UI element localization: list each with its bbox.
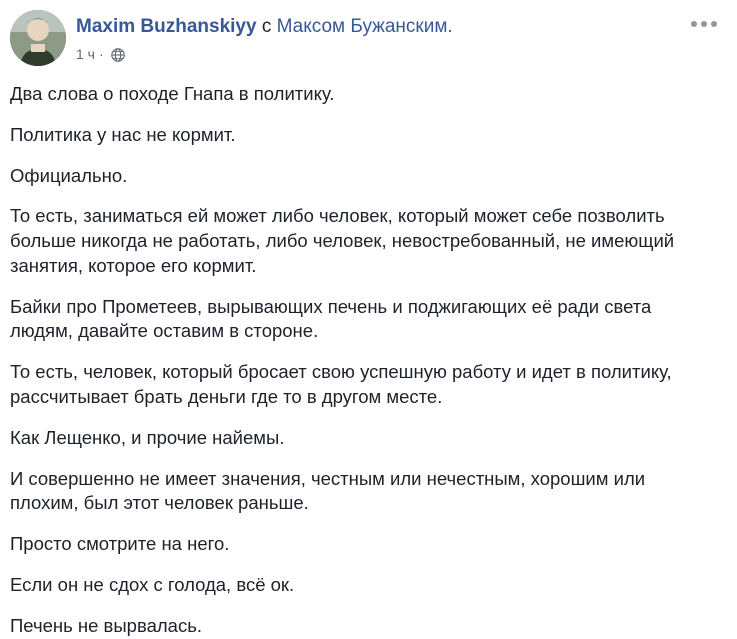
post-paragraph: Печень не вырвалась. [10,614,202,636]
post-paragraph: Байки про Прометеев, вырывающих печень и поджигающих её ради света людям, давайте оставим в стороне. [10,295,652,342]
name-line [76,16,725,39]
with-text: с [261,16,272,37]
post-paragraph: То есть, человек, который бросает свою успешную работу и идет в политику, рассчитывает брать деньги где то в другом месте. [10,361,672,408]
post-paragraph: Два слова о походе Гнапа в политику. [10,83,335,104]
ellipsis-dot [711,21,717,27]
avatar-photo-icon [10,10,66,66]
header-text [76,10,725,63]
post-options-button[interactable] [687,14,721,34]
post-header [0,0,737,66]
meta-separator: · [98,45,104,62]
post-paragraph: И совершенно не имеет значения, честным или нечестным, хорошим или плохим, был этот человек раньше. [10,467,646,514]
post-body [0,66,737,639]
tagged-person-name[interactable]: Максом Бужанским. [276,16,453,37]
post-paragraph: Если он не сдох с голода, всё ок. [10,573,295,595]
post-paragraph: Официально. [10,164,128,186]
post-paragraph: Как Лещенко, и прочие найемы. [10,426,285,448]
post-paragraph: То есть, заниматься ей может либо человек, который может себе позволить больше никогда не работать, либо человек, невостребованный, не имеющий занятия, которое его кормит. [10,205,675,276]
post-meta [76,46,725,63]
avatar[interactable] [10,10,66,66]
author-name[interactable]: Maxim Buzhanskiyy [76,16,257,37]
timestamp[interactable]: 1 ч [76,45,95,62]
ellipsis-dot [701,21,707,27]
ellipsis-dot [691,21,697,27]
post-paragraph: Просто смотрите на него. [10,533,230,555]
post-paragraph: Политика у нас не кормит. [10,123,236,145]
globe-icon[interactable] [111,48,125,62]
